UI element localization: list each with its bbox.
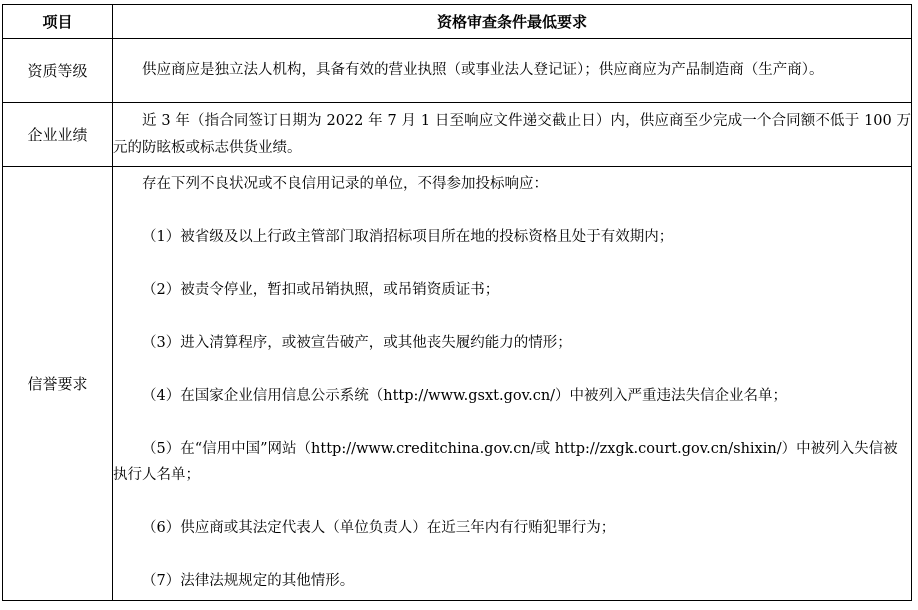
credit-clause-5: （5）在“信用中国”网站（http://www.creditchina.gov.cn/或 http://zxgk.court.gov.cn/shixin/）中被列入失信被执行人名单； <box>113 441 898 483</box>
requirement-performance <box>113 103 912 167</box>
credit-clause-3: （3）进入清算程序，或被宣告破产，或其他丧失履约能力的情形； <box>142 335 572 351</box>
requirement-qualification-level <box>113 39 912 103</box>
table-row-performance <box>3 103 912 167</box>
header-item: 项目 <box>3 5 113 39</box>
requirement-paragraph: 供应商应是独立法人机构，具备有效的营业执照（或事业法人登记证）；供应商应为产品制造商（生产商）。 <box>142 62 824 78</box>
item-qualification-level: 资质等级 <box>3 39 113 103</box>
credit-clause-6: （6）供应商或其法定代表人（单位负责人）在近三年内有行贿犯罪行为； <box>142 520 616 536</box>
qualification-table <box>2 4 912 601</box>
requirement-credit <box>113 167 912 601</box>
requirement-paragraph: 近 3 年（指合同签订日期为 2022 年 7 月 1 日至响应文件递交截止日）内，供应商至少完成一个合同额不低于 100 万元的防眩板或标志供货业绩。 <box>113 112 911 156</box>
header-requirement: 资格审查条件最低要求 <box>113 5 912 39</box>
credit-clause-7: （7）法律法规规定的其他情形。 <box>142 573 355 589</box>
credit-clause-4: （4）在国家企业信用信息公示系统（http://www.gsxt.gov.cn/）中被列入严重违法失信企业名单； <box>142 388 788 404</box>
credit-clause-1: （1）被省级及以上行政主管部门取消招标项目所在地的投标资格且处于有效期内； <box>142 229 674 245</box>
credit-clause-2: （2）被责令停业，暂扣或吊销执照，或吊销资质证书； <box>142 282 500 298</box>
item-performance: 企业业绩 <box>3 103 113 167</box>
table-row-qualification <box>3 39 912 103</box>
credit-intro: 存在下列不良状况或不良信用记录的单位，不得参加投标响应： <box>142 176 548 192</box>
table-row-credit <box>3 167 912 601</box>
item-credit: 信誉要求 <box>3 167 113 601</box>
table-header-row <box>3 5 912 39</box>
